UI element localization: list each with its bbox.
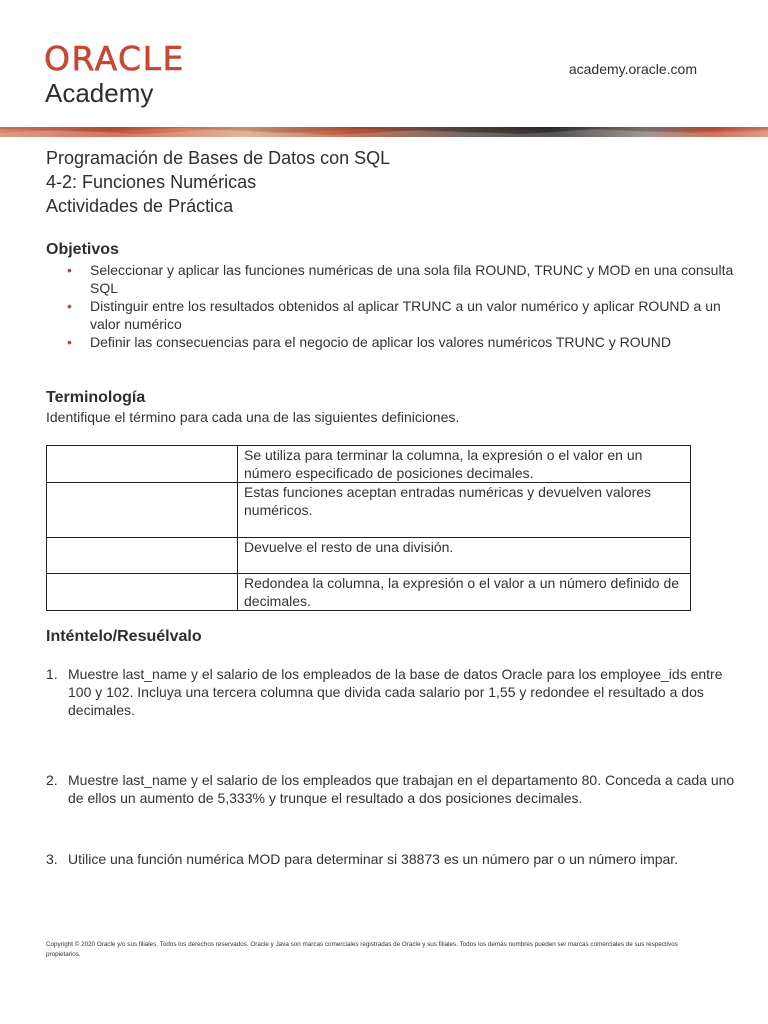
definition-cell: Redondea la columna, la expresión o el valor a un número definido de decimales. [238, 574, 691, 611]
activity-title: Actividades de Práctica [46, 196, 234, 216]
exercise-text: Utilice una función numérica MOD para determinar si 38873 es un número par o un número impar. [68, 851, 679, 867]
copyright-notice: Copyright © 2020 Oracle y/o sus filiales. Todos los derechos reservados. Oracle y Java son marcas comerciales registradas de Oracle y sus filiales. Todos los demás nombres pueden ser marcas comerciales de sus respectivos propietarios. [46, 941, 678, 958]
terminology-instructions: Identifique el término para cada una de las siguientes definiciones. [46, 409, 460, 425]
objective-text: Distinguir entre los resultados obtenidos al aplicar TRUNC a un valor numérico y aplicar ROUND a un valor numérico [90, 298, 721, 332]
exercise-item [46, 665, 736, 719]
lesson-title: 4-2: Funciones Numéricas [46, 172, 257, 192]
bullet-icon: • [67, 298, 72, 314]
site-url: academy.oracle.com [568, 61, 697, 77]
definition-cell: Devuelve el resto de una división. [238, 538, 691, 574]
term-answer-cell[interactable] [47, 574, 238, 611]
table-row [47, 574, 691, 611]
definition-cell: Se utiliza para terminar la columna, la expresión o el valor en un número especificado de posiciones decimales. [238, 446, 691, 483]
term-answer-cell[interactable] [47, 538, 238, 574]
term-answer-cell[interactable] [47, 483, 238, 538]
definition-cell: Estas funciones aceptan entradas numéricas y devuelven valores numéricos. [238, 483, 691, 538]
decorative-banner [0, 127, 768, 137]
objective-item [46, 261, 736, 297]
exercises-heading: Inténtelo/Resuélvalo [46, 628, 202, 645]
exercise-text: Muestre last_name y el salario de los empleados que trabajan en el departamento 80. Conceda a cada uno de ellos un aumento de 5,333% y trunque el resultado a dos posiciones decimales. [68, 772, 735, 806]
academy-logo-text: Academy [45, 78, 154, 108]
term-answer-cell[interactable] [47, 446, 238, 483]
exercise-number: 3. [46, 851, 58, 867]
objectives-list [46, 261, 736, 351]
exercise-number: 2. [46, 772, 58, 788]
table-row [47, 538, 691, 574]
exercise-list [46, 665, 736, 868]
exercise-item [46, 850, 736, 868]
oracle-logo: ORACLE [44, 39, 185, 78]
bullet-icon: • [67, 334, 72, 350]
objective-item [46, 297, 736, 333]
objective-item [46, 333, 736, 351]
objective-text: Seleccionar y aplicar las funciones numéricas de una sola fila ROUND, TRUNC y MOD en una consulta SQL [90, 262, 734, 296]
table-row [47, 483, 691, 538]
terminology-heading: Terminología [46, 389, 146, 406]
objectives-heading: Objetivos [46, 241, 119, 258]
exercise-text: Muestre last_name y el salario de los empleados de la base de datos Oracle para los employee_ids entre 100 y 102. Incluya una tercera columna que divida cada salario por 1,55 y redondee el resultado a dos decimales. [68, 666, 723, 718]
exercise-item [46, 771, 736, 807]
objective-text: Definir las consecuencias para el negocio de aplicar los valores numéricos TRUNC y ROUND [90, 334, 671, 350]
bullet-icon: • [67, 262, 72, 278]
table-row [47, 446, 691, 483]
course-title: Programación de Bases de Datos con SQL [46, 148, 391, 168]
document-title [46, 146, 390, 218]
exercise-number: 1. [46, 666, 58, 682]
terminology-table [46, 445, 691, 611]
